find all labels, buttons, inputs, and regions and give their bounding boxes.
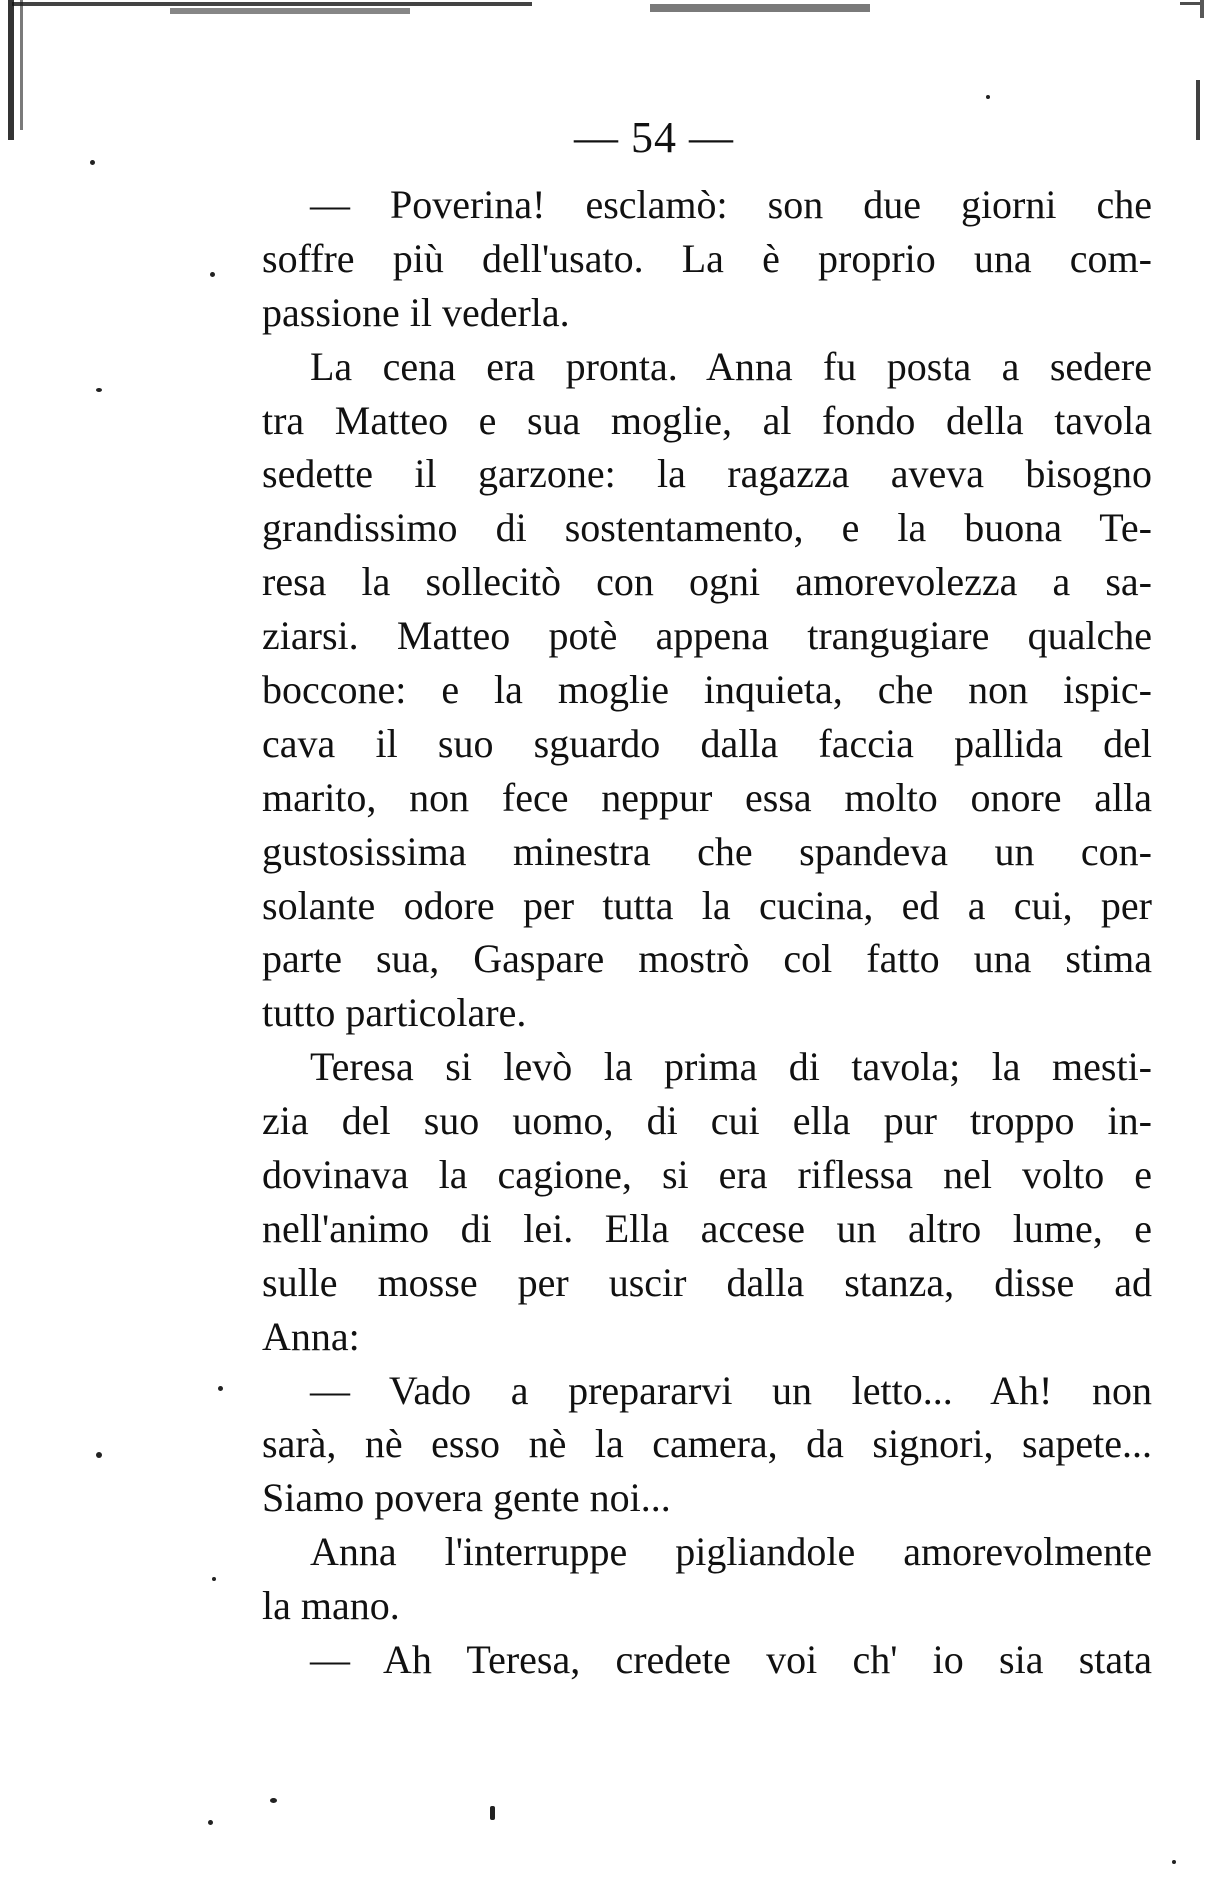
scan-speck: [270, 1798, 277, 1803]
text-line: Siamo povera gente noi...: [262, 1475, 671, 1521]
text-line: — Vado a prepararvi un letto... Ah! non: [310, 1367, 1152, 1413]
scan-artifact: [12, 2, 532, 6]
scan-artifact: [650, 4, 870, 12]
text-line: soffre più dell'usato. La è proprio una com-: [262, 235, 1152, 281]
scan-speck: [208, 1820, 213, 1825]
text-line: zia del suo uomo, di cui ella pur troppo in-: [262, 1098, 1152, 1144]
text-line: nell'animo di lei. Ella accese un altro lume, e: [262, 1205, 1152, 1251]
scan-speck: [96, 1452, 102, 1458]
scan-left-edge: [20, 0, 23, 130]
text-line: resa la sollecitò con ogni amorevolezza a sa-: [262, 559, 1152, 605]
text-line: sulle mosse per uscir dalla stanza, disse ad: [262, 1259, 1152, 1305]
text-line: gustosissima minestra che spandeva un con-: [262, 828, 1152, 874]
text-line: tutto particolare.: [262, 990, 527, 1036]
scan-speck: [490, 1806, 495, 1820]
text-line: marito, non fece neppur essa molto onore alla: [262, 774, 1152, 820]
text-line: sedette il garzone: la ragazza aveva bisogno: [262, 451, 1152, 497]
text-line: — Ah Teresa, credete voi ch' io sia stata: [310, 1637, 1152, 1683]
scan-speck: [96, 388, 102, 392]
text-line: — Poverina! esclamò: son due giorni che: [310, 182, 1152, 227]
scan-speck: [1172, 1860, 1176, 1864]
text-line: passione il vederla.: [262, 289, 570, 335]
text-line: Anna l'interruppe pigliandole amorevolmente: [310, 1529, 1152, 1575]
scan-speck: [212, 1577, 216, 1581]
scan-speck: [210, 272, 215, 277]
text-line: grandissimo di sostentamento, e la buona Te-: [262, 505, 1152, 551]
text-line: dovinava la cagione, si era riflessa nel volto e: [262, 1152, 1152, 1198]
text-line: sarà, nè esso nè la camera, da signori, sapete...: [262, 1421, 1152, 1467]
text-line: Teresa si levò la prima di tavola; la mesti-: [310, 1044, 1152, 1090]
scan-speck: [218, 1386, 223, 1391]
scan-speck: [986, 95, 990, 99]
text-line: solante odore per tutta la cucina, ed a cui, per: [262, 882, 1152, 928]
text-line: la mano.: [262, 1583, 400, 1629]
scan-artifact: [170, 8, 410, 14]
text-line: ziarsi. Matteo potè appena trangugiare qualche: [262, 613, 1152, 659]
text-line: cava il suo sguardo dalla faccia pallida del: [262, 720, 1152, 766]
text-line: parte sua, Gaspare mostrò col fatto una stima: [262, 936, 1152, 982]
body-text: [262, 178, 1152, 1687]
text-line: Anna:: [262, 1313, 360, 1359]
page-number: — 54 —: [574, 113, 734, 162]
scan-right-edge: [1200, 0, 1204, 18]
text-line: boccone: e la moglie inquieta, che non ispic-: [262, 667, 1152, 713]
text-line: tra Matteo e sua moglie, al fondo della tavola: [262, 397, 1152, 443]
text-line: La cena era pronta. Anna fu posta a sedere: [310, 343, 1152, 389]
scan-artifact: [1180, 2, 1200, 5]
